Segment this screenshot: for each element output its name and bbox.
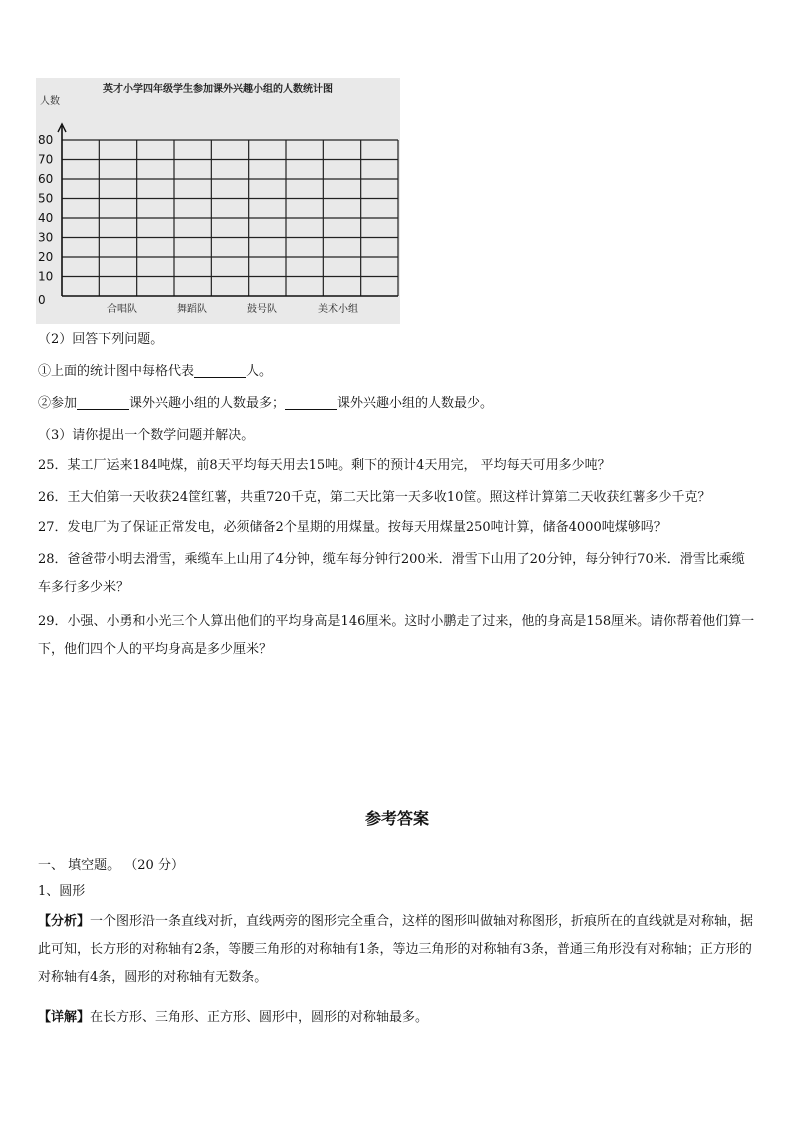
analysis-text: 一个图形沿一条直线对折，直线两旁的图形完全重合，这样的图形叫做轴对称图形，折痕所在的直线就是对称轴，据此可知，长方形的对称轴有2条，等腰三角形的对称轴有1条，等边三角形的对称轴有3条，普通三角形没有对称轴；正方形的对称轴有4条，圆形的对称轴有无数条。 [38, 914, 754, 985]
y-tick-label: 80 [38, 133, 54, 147]
chart-canvas [36, 78, 400, 324]
question-25: 25．某工厂运来184吨煤，前8天平均每天用去15吨。剩下的预计4天用完， 平均每天可用多少吨？ [38, 458, 611, 473]
category-label: 鼓号队 [247, 304, 277, 315]
detail-text: 在长方形、三角形、正方形、圆形中，圆形的对称轴最多。 [90, 1010, 429, 1025]
question-28: 28．爸爸带小明去滑雪，乘缆车上山用了4分钟，缆车每分钟行200米．滑雪下山用了20分钟，每分钟行70米．滑雪比乘缆车多行多少米？ [38, 552, 745, 595]
answer-blank[interactable] [194, 363, 246, 378]
question-2-2-prefix: ②参加 [38, 396, 78, 411]
y-tick-label: 0 [38, 293, 46, 307]
y-tick-label: 20 [38, 250, 54, 264]
y-tick-label: 30 [38, 230, 54, 245]
answer-blank-most[interactable] [77, 395, 129, 410]
question-2-2-suffix: 课外兴趣小组的人数最少。 [337, 396, 494, 411]
y-tick-label: 50 [38, 191, 54, 206]
category-label: 合唱队 [107, 304, 137, 315]
section-1-title: 一、 填空题。 （20 分） [38, 858, 184, 873]
answer-heading: 参考答案 [364, 809, 429, 828]
question-29: 29．小强、小勇和小光三个人算出他们的平均身高是146厘米。这时小鹏走了过来，他的身高是158厘米。请你帮着他们算一下，他们四个人的平均身高是多少厘米？ [38, 614, 755, 657]
y-tick-label: 60 [38, 172, 54, 186]
bar-chart [36, 78, 400, 324]
question-2-2-middle: 课外兴趣小组的人数最多； [129, 396, 286, 411]
detail-label: 【详解】 [38, 1010, 91, 1025]
question-part-2: （2）回答下列问题。 [38, 332, 164, 347]
analysis-paragraph [38, 908, 756, 992]
detail-paragraph [38, 1004, 756, 1032]
question-2-1 [38, 362, 272, 382]
question-2-1-suffix: 人。 [246, 364, 273, 379]
question-2-1-prefix: ①上面的统计图中每格代表 [38, 364, 195, 379]
category-label: 美术小组 [318, 304, 358, 315]
question-26: 26．王大伯第一天收获24筐红薯，共重720千克，第二天比第一天多收10筐。照这样计算第二天收获红薯多少千克？ [38, 490, 711, 505]
y-axis-label: 人数 [40, 96, 60, 107]
analysis-label: 【分析】 [38, 914, 91, 929]
y-tick-label: 10 [38, 269, 54, 284]
question-2-2 [38, 394, 493, 414]
category-label: 舞蹈队 [177, 304, 207, 315]
answer-blank-least[interactable] [285, 395, 337, 410]
y-tick-label: 40 [38, 211, 54, 225]
y-tick-label: 70 [38, 152, 54, 167]
question-part-3: （3）请你提出一个数学问题并解决。 [38, 428, 255, 443]
chart-title: 英才小学四年级学生参加课外兴趣小组的人数统计图 [103, 84, 333, 95]
answer-1: 1、圆形 [38, 884, 86, 899]
question-27: 27．发电厂为了保证正常发电，必须储备2个星期的用煤量。按每天用煤量250吨计算，储备4000吨煤够吗？ [38, 520, 667, 535]
